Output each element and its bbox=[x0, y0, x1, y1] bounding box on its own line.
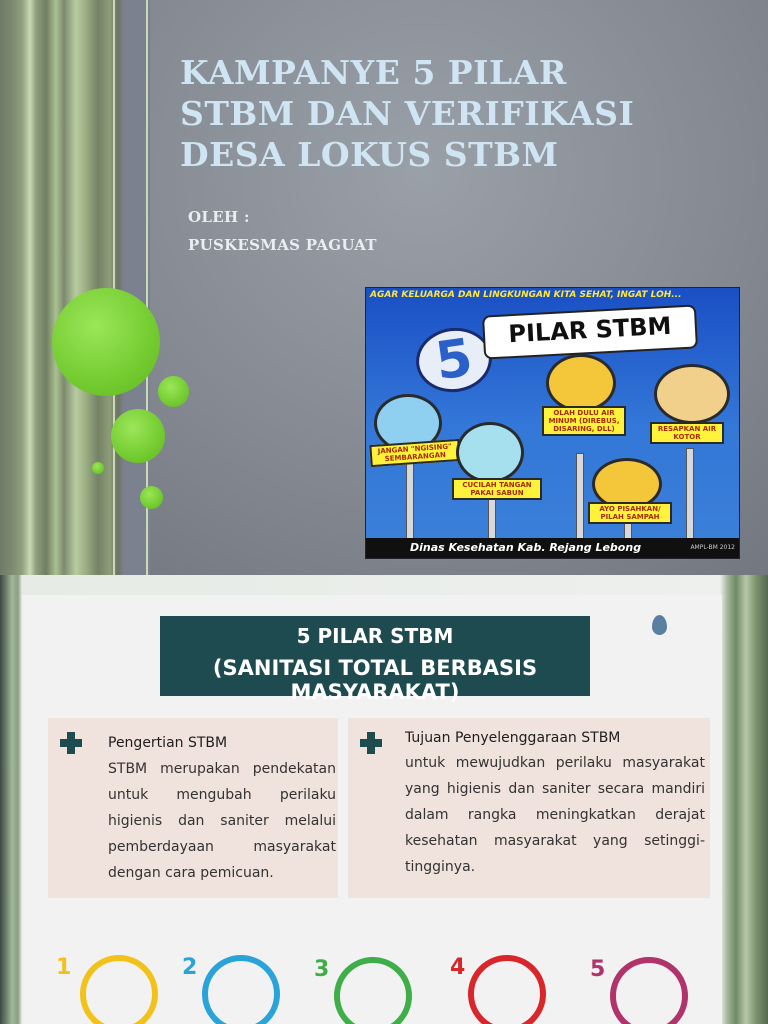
pillar-number: 5 bbox=[590, 957, 606, 982]
sign-pole bbox=[686, 448, 694, 540]
byline-label: OLEH : bbox=[188, 208, 250, 226]
pillar-number: 1 bbox=[56, 955, 72, 980]
definition-body: STBM merupakan pendekatan untuk mengubah perilaku higienis dan saniter melalui pemberdayaan masyarakat dengan cara pemicuan. bbox=[108, 761, 336, 881]
definition-box bbox=[48, 718, 338, 898]
water-drop-icon bbox=[652, 615, 667, 635]
poster-footer bbox=[366, 538, 739, 558]
sign-label: CUCILAH TANGAN PAKAI SABUN bbox=[452, 478, 542, 500]
poster-top-text: AGAR KELUARGA DAN LINGKUNGAN KITA SEHAT, INGAT LOH... bbox=[370, 290, 682, 300]
sign-illustration bbox=[654, 364, 730, 424]
objective-title: Tujuan Penyelenggaraan STBM bbox=[405, 730, 621, 746]
sign-label: OLAH DULU AIR MINUM (DIREBUS, DISARING, DLL) bbox=[542, 406, 626, 436]
objective-box bbox=[348, 718, 710, 898]
plus-icon bbox=[360, 732, 382, 754]
pillar-4-icon bbox=[468, 955, 546, 1024]
green-circle-small bbox=[158, 376, 189, 407]
sign-label: JANGAN "NGISING" SEMBARANGAN bbox=[369, 439, 460, 467]
green-circle-large bbox=[52, 288, 160, 396]
decorative-stripes bbox=[720, 575, 768, 1024]
title-line: STBM DAN VERIFIKASI bbox=[180, 94, 635, 133]
poster-number: 5 bbox=[412, 323, 496, 397]
slide-title bbox=[180, 52, 750, 175]
sign-pole bbox=[576, 453, 584, 540]
objective-body: untuk mewujudkan perilaku masyarakat yang higienis dan saniter secara mandiri dalam rangka meningkatkan derajat kesehatan masyarakat yang setinggi-tingginya. bbox=[405, 755, 705, 875]
pillar-1-icon bbox=[80, 955, 158, 1024]
green-circle-medium bbox=[111, 409, 165, 463]
sign-label: AYO PISAHKAN/ PILAH SAMPAH bbox=[588, 502, 672, 524]
green-circle-tiny bbox=[92, 462, 104, 474]
poster-footer-credit: AMPL-BM 2012 bbox=[690, 544, 735, 551]
definition-title: Pengertian STBM bbox=[108, 735, 228, 751]
pillar-number: 2 bbox=[182, 955, 198, 980]
pillar-number: 3 bbox=[314, 957, 330, 982]
byline-org: PUSKESMAS PAGUAT bbox=[188, 236, 377, 254]
info-slide bbox=[0, 575, 768, 1024]
pillar-number: 4 bbox=[450, 955, 466, 980]
sign-illustration bbox=[456, 422, 524, 483]
green-circle-small bbox=[140, 486, 163, 509]
sign-label: RESAPKAN AIR KOTOR bbox=[650, 422, 724, 444]
plus-icon bbox=[60, 732, 82, 754]
stbm-poster bbox=[365, 287, 740, 559]
poster-footer-text: Dinas Kesehatan Kab. Rejang Lebong bbox=[410, 541, 642, 554]
sign-illustration bbox=[546, 354, 616, 412]
title-line: DESA LOKUS STBM bbox=[180, 135, 559, 174]
header-title: 5 PILAR STBM bbox=[296, 624, 454, 648]
infographic-header bbox=[160, 616, 590, 704]
pillar-2-icon bbox=[202, 955, 280, 1024]
title-line: KAMPANYE 5 PILAR bbox=[180, 53, 567, 92]
header-subtitle: (SANITASI TOTAL BERBASIS MASYARAKAT) bbox=[212, 656, 538, 704]
poster-banner-text: PILAR STBM bbox=[507, 311, 673, 349]
decorative-stripes bbox=[0, 0, 150, 575]
